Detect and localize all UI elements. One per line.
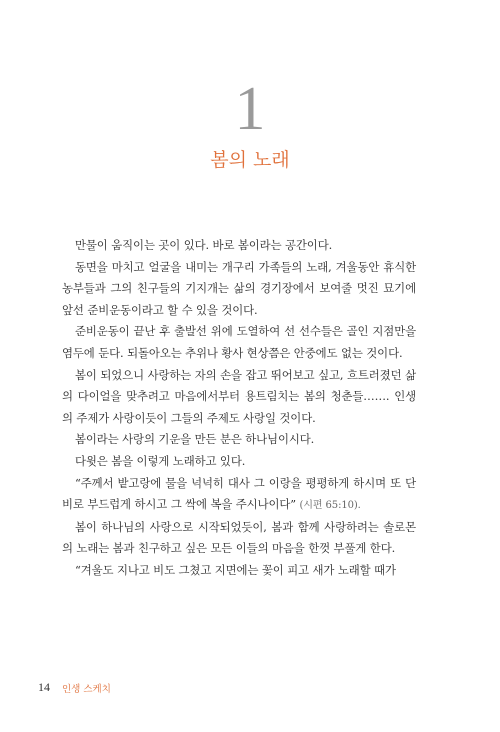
paragraph: 봄이라는 사랑의 기운을 만든 분은 하나님이시다.	[75, 432, 315, 447]
body-text	[62, 235, 416, 582]
paragraph: 동면을 마치고 얼굴을 내미는 개구리 가족들의 노래, 겨울동안 휴식한 농부들과 그의 친구들의 기지개는 삶의 경기장에서 보여줄 멋진 묘기에 앞선 준비운동이라고 할 수 있을 것이다.	[62, 259, 416, 317]
chapter-number: 1	[234, 75, 266, 143]
chapter-title: 봄의 노래	[210, 149, 290, 171]
paragraph: 다윗은 봄을 이렇게 노래하고 있다.	[75, 453, 246, 468]
page-number: 14	[38, 680, 50, 694]
paragraph: 봄이 되었으니 사랑하는 자의 손을 잡고 뛰어보고 싶고, 흐트러졌던 삶의 다이얼을 맞추려고 마음에서부터 용트림치는 봄의 청춘들……. 인생의 주제가 사랑이듯이 그들의 주제도 사랑일 것이다.	[62, 367, 416, 425]
paragraph: 준비운동이 끝난 후 출발선 위에 도열하여 선 선수들은 골인 지점만을 염두에 둔다. 되돌아오는 추위나 황사 현상쯤은 안중에도 없는 것이다.	[62, 324, 416, 360]
paragraph: 만물이 움직이는 곳이 있다. 바로 봄이라는 공간이다.	[75, 238, 333, 252]
running-head: 인생 스케치	[62, 684, 111, 695]
quote-text: “주께서 밭고랑에 물을 넉넉히 대사 그 이랑을 평평하게 하시며 또 단비로 부드럽게 하시고 그 싹에 복을 주시나이다”	[62, 475, 416, 512]
paragraph: 봄이 하나님의 사랑으로 시작되었듯이, 봄과 함께 사랑하려는 솔로몬의 노래는 봄과 친구하고 싶은 모든 이들의 마음을 한껏 부풀게 한다.	[62, 519, 416, 556]
paragraph: “겨울도 지나고 비도 그쳤고 지면에는 꽃이 피고 새가 노래할 때가	[75, 562, 396, 577]
quote-paragraph	[62, 473, 416, 517]
citation: (시편 65:10).	[299, 500, 361, 512]
